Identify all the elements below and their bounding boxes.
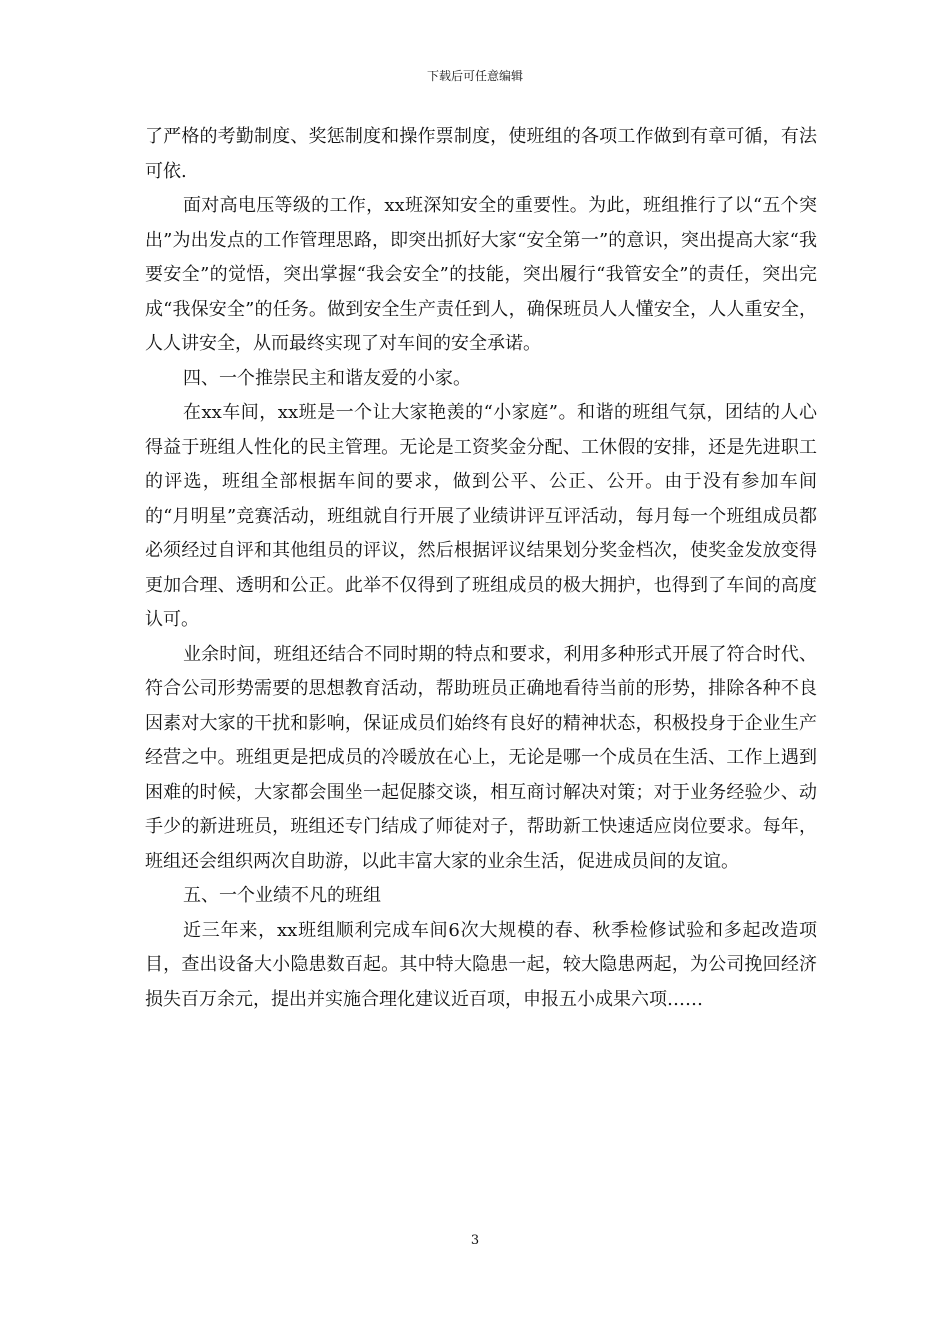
page-header: 下载后可任意编辑 — [426, 69, 523, 83]
paragraph: 面对高电压等级的工作，xx班深知安全的重要性。为此，班组推行了以“五个突出”为出发点的工作管理思路，即突出抓好大家“安全第一”的意识，突出提高大家“我要安全”的觉悟，突出掌握“我会安全”的技能，突出履行“我管安全”的责任，突出完成“我保安全”的任务。做到安全生产责任到人，确保班员人人懂安全，人人重安全，人人讲安全，从而最终实现了对车间的安全承诺。 — [145, 195, 817, 354]
paragraph: 了严格的考勤制度、奖惩制度和操作票制度，使班组的各项工作做到有章可循，有法可依. — [145, 126, 817, 182]
document-body — [145, 120, 817, 1017]
paragraph: 业余时间，班组还结合不同时期的特点和要求，利用多种形式开展了符合时代、符合公司形势需要的思想教育活动，帮助班员正确地看待当前的形势，排除各种不良因素对大家的干扰和影响，保证成员们始终有良好的精神状态，积极投身于企业生产经营之中。班组更是把成员的冷暖放在心上，无论是哪一个成员在生活、工作上遇到困难的时候，大家都会围坐一起促膝交谈，相互商讨解决对策；对于业务经验少、动手少的新进班员，班组还专门结成了师徒对子，帮助新工快速适应岗位要求。每年，班组还会组织两次自助游，以此丰富大家的业余生活，促进成员间的友谊。 — [145, 643, 817, 872]
paragraph: 近三年来，xx班组顺利完成车间6次大规模的春、秋季检修试验和多起改造项目，查出设备大小隐患数百起。其中特大隐患一起，较大隐患两起，为公司挽回经济损失百万余元，提出并实施合理化建议近百项，申报五小成果六项…… — [145, 919, 817, 1010]
section-heading: 五、一个业绩不凡的班组 — [183, 885, 381, 906]
paragraph: 在xx车间，xx班是一个让大家艳羡的“小家庭”。和谐的班组气氛，团结的人心得益于班组人性化的民主管理。无论是工资奖金分配、工休假的安排，还是先进职工的评选，班组全部根据车间的要求，做到公平、公正、公开。由于没有参加车间的“月明星”竞赛活动，班组就自行开展了业绩讲评互评活动，每月每一个班组成员都必须经过自评和其他组员的评议，然后根据评议结果划分奖金档次，使奖金发放变得更加合理、透明和公正。此举不仅得到了班组成员的极大拥护，也得到了车间的高度认可。 — [145, 402, 817, 630]
section-heading: 四、一个推崇民主和谐友爱的小家。 — [183, 367, 471, 389]
page-number: 3 — [470, 1233, 480, 1248]
